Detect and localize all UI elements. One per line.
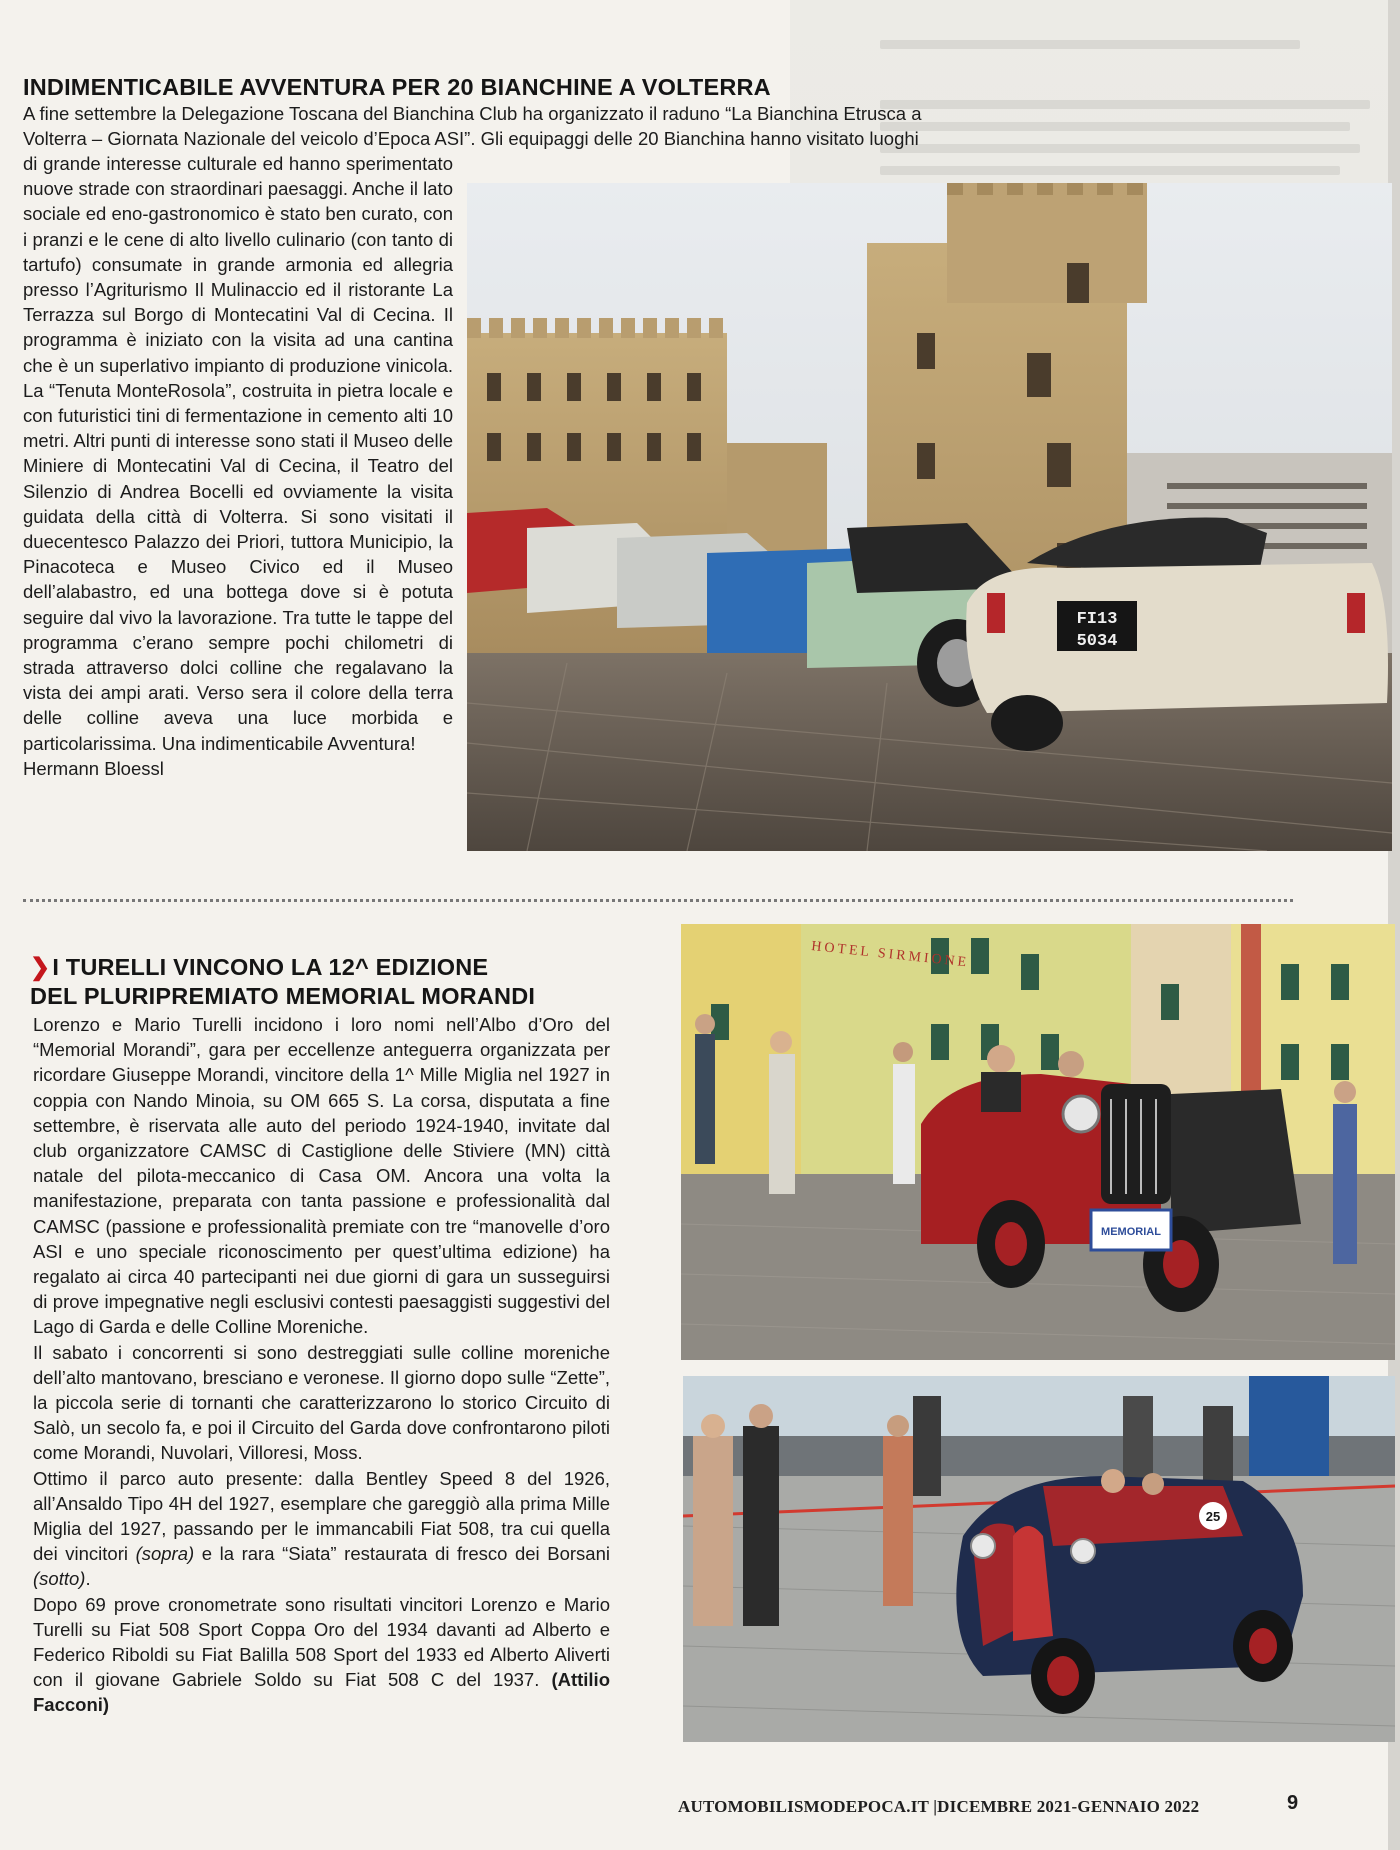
article1-body: di grande interesse culturale ed hanno sperimentato nuove strade con straordinari paesaggi. Anche il lato sociale ed eno-gastronomico è stato ben curato, con i pranzi e le cene di alto livello culinario (con tanto di tartufo) consumate in grande armonia ed allegria presso l’Agriturismo Il Mulinaccio ed il ristorante La Terrazza sul Borgo di Montecatini Val di Cecina. Il programma è iniziato con la visita ad una cantina che è un superlativo impianto di produzione vinicola. La “Tenuta MonteRosola”, costruita in pietra locale e con futuristici tini di fermentazione in cemento alti 10 metri. Altri punti di interesse sono stati il Museo delle Miniere di Montecatini Val di Cecina, il Teatro del Silenzio di Andrea Bocelli ed ovviamente la visita guidata della città di Volterra. Si sono visitati il duecentesco Palazzo dei Priori, tuttora Municipio, la Pinacoteca e Museo Civico ed il Museo dell’alabastro, ed una bottega dove si è potuta seguire dal vivo la lavorazione. Tra tutte le tappe del programma c’erano sempre pochi chilometri di strada attraverso dolci colline che regalavano la vista dei ampi arati. Verso sera il colore della terra delle colline aveva una luce morbida e particolarissima. Una indimenticabile Avventura! [23, 153, 453, 754]
article1-intro: A fine settembre la Delegazione Toscana del Bianchina Club ha organizzato il raduno “La Bianchina Etrusca a Volterra – Giornata Nazionale del veicolo d’Epoca ASI”. Gli equipaggi delle 20 Bianchina hanno visitato luoghi [23, 103, 922, 149]
hotel-sign: HOTEL SIRMIONE [810, 939, 970, 971]
article1-body-column [23, 151, 453, 781]
photo-siata-illustration [683, 1376, 1395, 1742]
photo-sirmione-illustration [681, 924, 1395, 1360]
photo-volterra-bianchina [467, 183, 1392, 851]
car-plate-line1: FI13 [1076, 610, 1118, 629]
title-marker-icon: ❯ [30, 954, 51, 981]
article2-signature: (Attilio Facconi) [33, 1669, 610, 1716]
article2-p3-start: Ottimo il parco auto presente: dalla Bentley Speed 8 del 1926, all’Ansaldo Tipo 4H del 1927, esemplare che gareggiò alla prima Mille Miglia del 1927, passando per le immancabili Fiat 508, tra cui quella dei vincitori [33, 1467, 610, 1565]
article2-body [33, 1012, 610, 1718]
article1-author: Hermann Bloessl [23, 757, 164, 779]
photo-volterra-illustration [467, 183, 1392, 851]
footer-publication: AUTOMOBILISMODEPOCA.IT |DICEMBRE 2021-GENNAIO 2022 [678, 1797, 1200, 1816]
article2-paragraph-2: Il sabato i concorrenti si sono destreggiati sulle colline moreniche dell’alto mantovano, bresciano e veronese. Il giorno dopo sulle “Zette”, la piccola serie di tornanti che caratterizzarono lo storico Circuito di Salò, un secolo fa, e poi il Circuito del Garda dove confrontarono piloti come Morandi, Nuvolari, Villoresi, Moss. [33, 1341, 610, 1464]
article2-title [30, 953, 535, 1010]
article2-p4-text: Dopo 69 prove cronometrate sono risultati vincitori Lorenzo e Mario Turelli su Fiat 508 Sport Coppa Oro del 1934 davanti ad Alberto e Federico Riboldi su Fiat Balilla 508 Sport del 1933 ed Alberto Aliverti con il giovane Gabriele Soldo su Fiat 508 C del 1937. [33, 1593, 610, 1691]
article2-p3-end: . [85, 1568, 91, 1590]
photo-fiat-508-winners [681, 924, 1395, 1360]
page-number: 9 [1287, 1792, 1299, 1814]
car-plate-line2: 5034 [1076, 632, 1118, 651]
section-divider [23, 899, 1293, 902]
race-number: 25 [1205, 1509, 1221, 1524]
article2-paragraph-1: Lorenzo e Mario Turelli incidono i loro nomi nell’Albo d’Oro del “Memorial Morandi”, gara per eccellenze anteguerra organizzata per ricordare Giuseppe Morandi, vincitore della 1^ Mille Miglia nel 1927 in coppia con Nando Minoia, su OM 665 S. La corsa, disputata a fine settembre, è riservata alle auto del periodo 1924-1940, invitate dal club organizzatore CAMSC di Castiglione delle Stiviere (MN) città natale del pilota-meccanico di Casa OM. Ancora una volta la manifestazione, preparata con tanta passione e professionalità dal CAMSC (passione e professionalità premiate con tre “manovelle d’oro ASI e uno speciale riconoscimento per quest’ultima edizione) ha regalato ai circa 40 partecipanti nei due giorni di gara un susseguirsi di prove impegnative negli esclusivi contesti paesaggisti suggestivi del Lago di Garda e delle Colline Moreniche. [33, 1014, 610, 1338]
article2-p3-middle: e la rara “Siata” restaurata di fresco dei Borsani [194, 1543, 610, 1565]
article1-title: INDIMENTICABILE AVVENTURA PER 20 BIANCHINE A VOLTERRA [23, 74, 771, 100]
article2-paragraph-4 [33, 1592, 610, 1718]
article2-title-line2: DEL PLURIPREMIATO MEMORIAL MORANDI [30, 983, 536, 1009]
article2-paragraph-3 [33, 1466, 610, 1592]
race-badge: MEMORIAL [1101, 1226, 1161, 1238]
caption-ref-sopra: (sopra) [135, 1543, 195, 1565]
article2-title-line1: I TURELLI VINCONO LA 12^ EDIZIONE [52, 954, 489, 980]
caption-ref-sotto: (sotto) [33, 1568, 86, 1590]
photo-siata-borsani [683, 1376, 1395, 1742]
